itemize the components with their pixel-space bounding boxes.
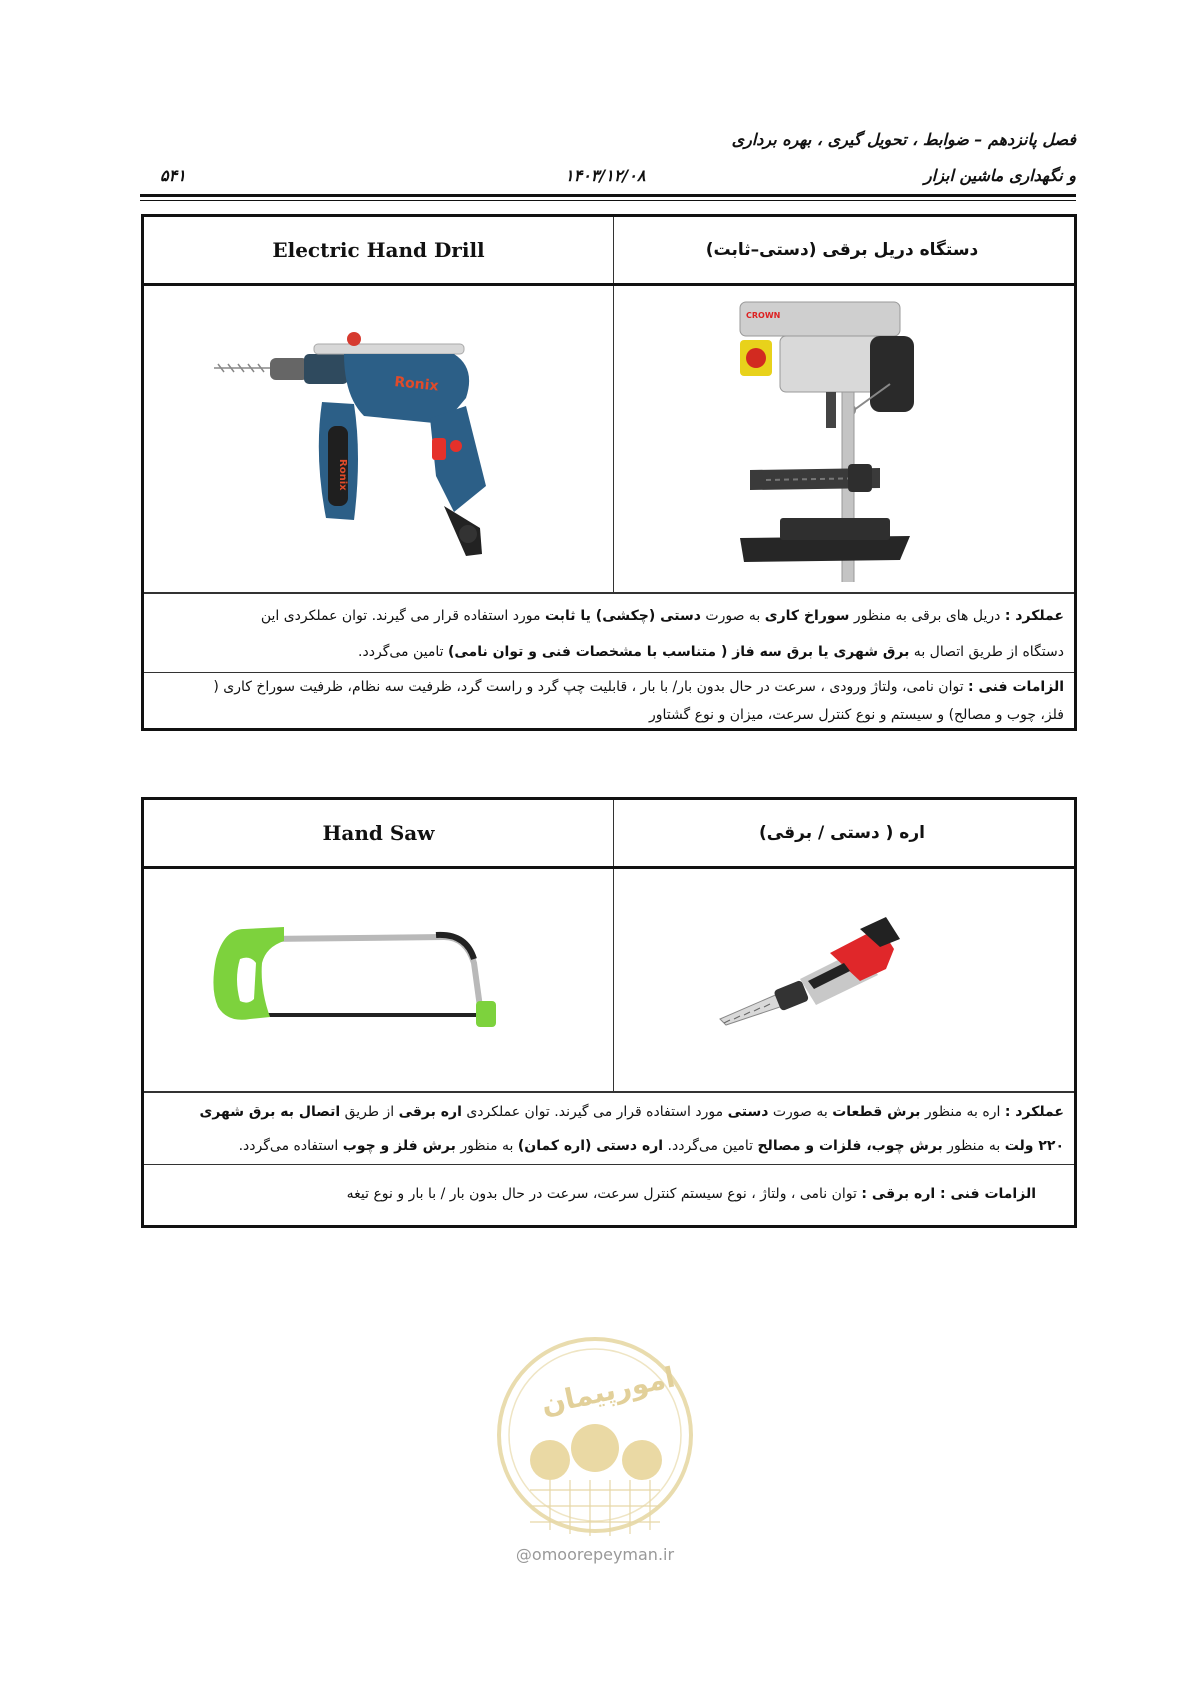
- svg-text:Ronix: Ronix: [337, 459, 348, 491]
- saw-image-row: [144, 869, 1074, 1091]
- header-rule-thin: [140, 200, 1076, 201]
- reciprocating-saw-image: [710, 909, 910, 1039]
- saw-title-en: Hand Saw: [144, 800, 614, 866]
- drill-press-brand-label: CROWN: [746, 311, 781, 320]
- drill-title-en: Electric Hand Drill: [144, 217, 614, 283]
- drill-title-fa: دستگاه دریل برقی (دستی–ثابت): [705, 240, 979, 260]
- saw-requirements-row: [144, 1164, 1074, 1226]
- saw-function-text: عملکرد : اره به منظور برش قطعات به صورت دستی مورد استفاده قرار می گیرند. توان عملکردی اره برقی از طریق اتصال به برق شهری ۲۲۰ ولت به منظور برش چوب، فلزات و مصالح تامین می‌گردد. اره دستی (اره کمان) به منظور برش فلز و چوب استفاده می‌گردد.: [199, 1104, 1064, 1154]
- hand-drill-image: [204, 306, 504, 566]
- seal-brand-text: امورپیمان: [538, 1360, 678, 1421]
- drill-table: [141, 214, 1077, 731]
- saw-title-fa: اره ( دستی / برقی): [759, 823, 925, 843]
- hacksaw-image: [204, 919, 524, 1039]
- drill-requirements-text: الزامات فنی : توان نامی، ولتاژ ورودی ، سرعت در حال بدون بار/ با بار ، قابلیت چپ گرد و راست گرد، ظرفیت سه نظام، ظرفیت سوراخ کاری ( فلز، چوب و مصالح) و سیستم و نوع کنترل سرعت، میزان و نوع گشتاور: [213, 679, 1064, 723]
- reciprocating-saw-image-cell: [610, 869, 1074, 1091]
- hacksaw-image-cell: [144, 869, 614, 1091]
- chapter-subtitle: و نگهداری ماشین ابزار: [924, 166, 1076, 185]
- drill-title-row: [144, 217, 1074, 286]
- saw-title-row: [144, 800, 1074, 869]
- saw-requirements-text: الزامات فنی : اره برقی : توان نامی ، ولتاژ ، نوع سیستم کنترل سرعت، سرعت در حال بدون بار / با بار و نوع تیغه: [346, 1186, 1036, 1202]
- saw-function-row: [144, 1091, 1074, 1166]
- header-rule-thick: [140, 194, 1076, 197]
- omoorepeyman-seal-logo: [490, 1330, 700, 1550]
- chapter-title: فصل پانزدهم – ضوابط ، تحویل گیری ، بهره برداری: [731, 130, 1076, 149]
- drill-function-text: عملکرد : دریل های برقی به منظور سوراخ کاری به صورت دستی (چکشی) یا ثابت مورد استفاده قرار می گیرند. توان عملکردی این دستگاه از طریق اتصال به برق شهری یا برق سه فاز ( متناسب با مشخصات فنی و توان نامی) تامین می‌گردد.: [260, 608, 1064, 660]
- hand-drill-image-cell: [144, 286, 614, 592]
- drill-function-row: [144, 592, 1074, 674]
- page-number: ۵۴۱: [160, 166, 186, 185]
- watermark-url: @omoorepeyman.ir: [515, 1545, 675, 1564]
- drill-press-image-cell: [610, 286, 1074, 592]
- drill-brand-label: Ronix: [393, 374, 440, 395]
- saw-table: [141, 797, 1077, 1228]
- drill-requirements-row: [144, 672, 1074, 729]
- drill-image-row: [144, 286, 1074, 592]
- document-date: ۱۴۰۳/۱۲/۰۸: [565, 166, 646, 185]
- drill-press-image: [730, 292, 950, 582]
